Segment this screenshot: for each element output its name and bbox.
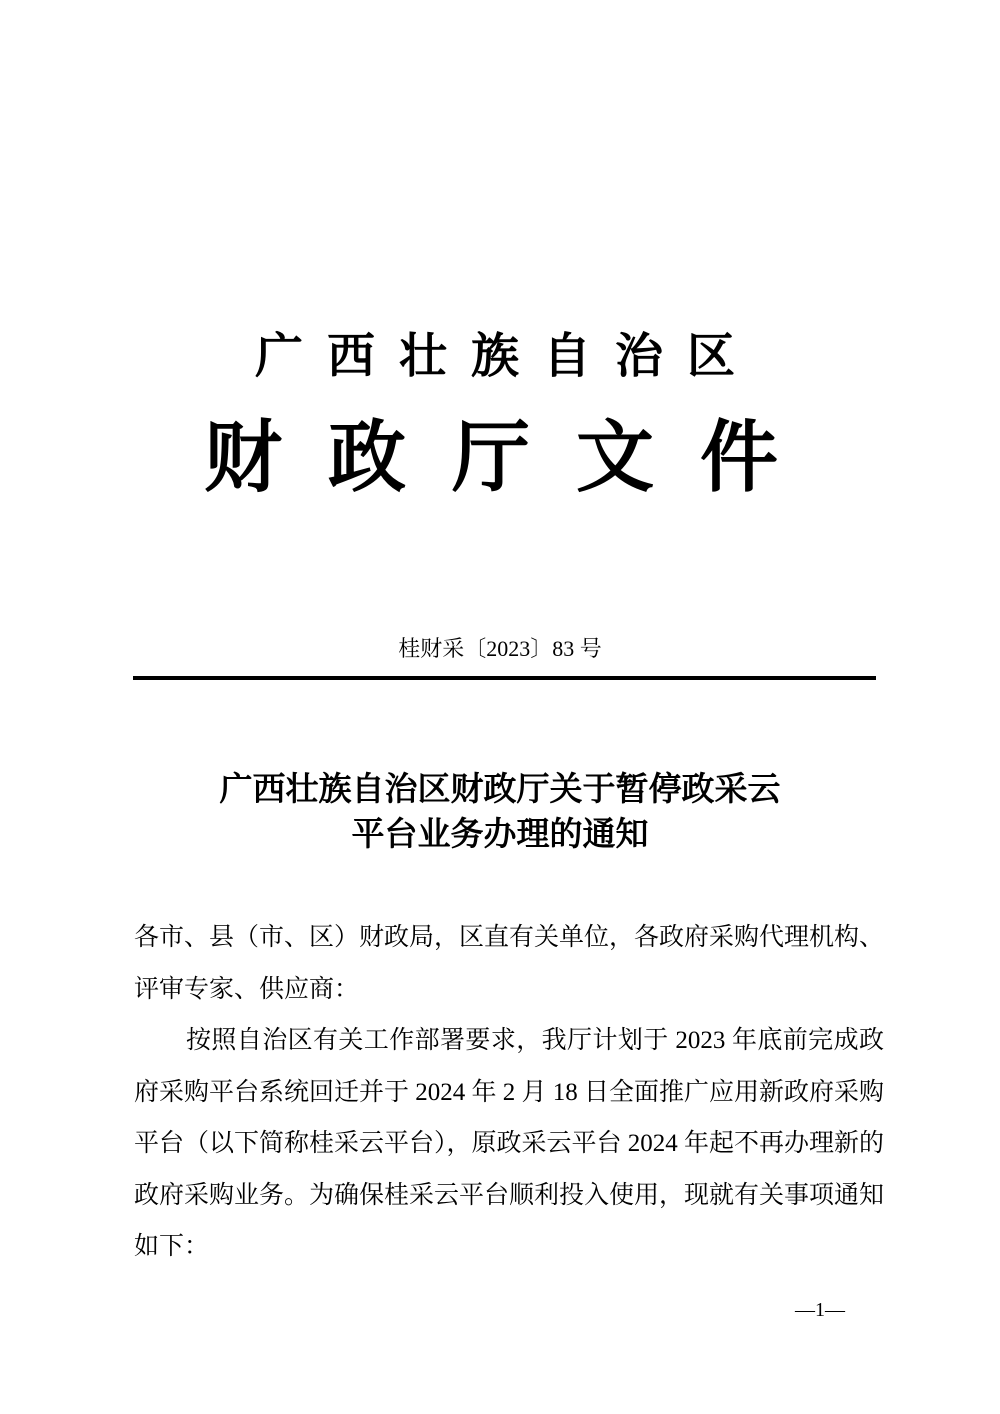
page-number: —1— [795, 1299, 845, 1321]
title-line-2: 平台业务办理的通知 [351, 814, 649, 853]
header-separator-rule [133, 676, 876, 680]
body-paragraph: 按照自治区有关工作部署要求，我厅计划于 2023 年底前完成政府采购平台系统回迁并于 2024 年 2 月 18 日全面推广应用新政府采购平台（以下简称桂采云平台），原政采云平台 2024 年起不再办理新的政府采购业务。为确保桂采云平台顺利投入使用，现就有关事项通知如下： [134, 1027, 885, 1260]
salutation: 各市、县（市、区）财政局，区直有关单位，各政府采购代理机构、评审专家、供应商： [134, 924, 885, 1003]
document-body [134, 912, 884, 1273]
title-line-1: 广西壮族自治区财政厅关于暂停政采云 [219, 769, 781, 808]
document-type-heading: 财政厅文件 [203, 412, 824, 503]
issuer-name: 广西壮族自治区 [254, 328, 759, 384]
document-number: 桂财采〔2023〕83 号 [398, 636, 602, 661]
document-title [0, 766, 1000, 856]
